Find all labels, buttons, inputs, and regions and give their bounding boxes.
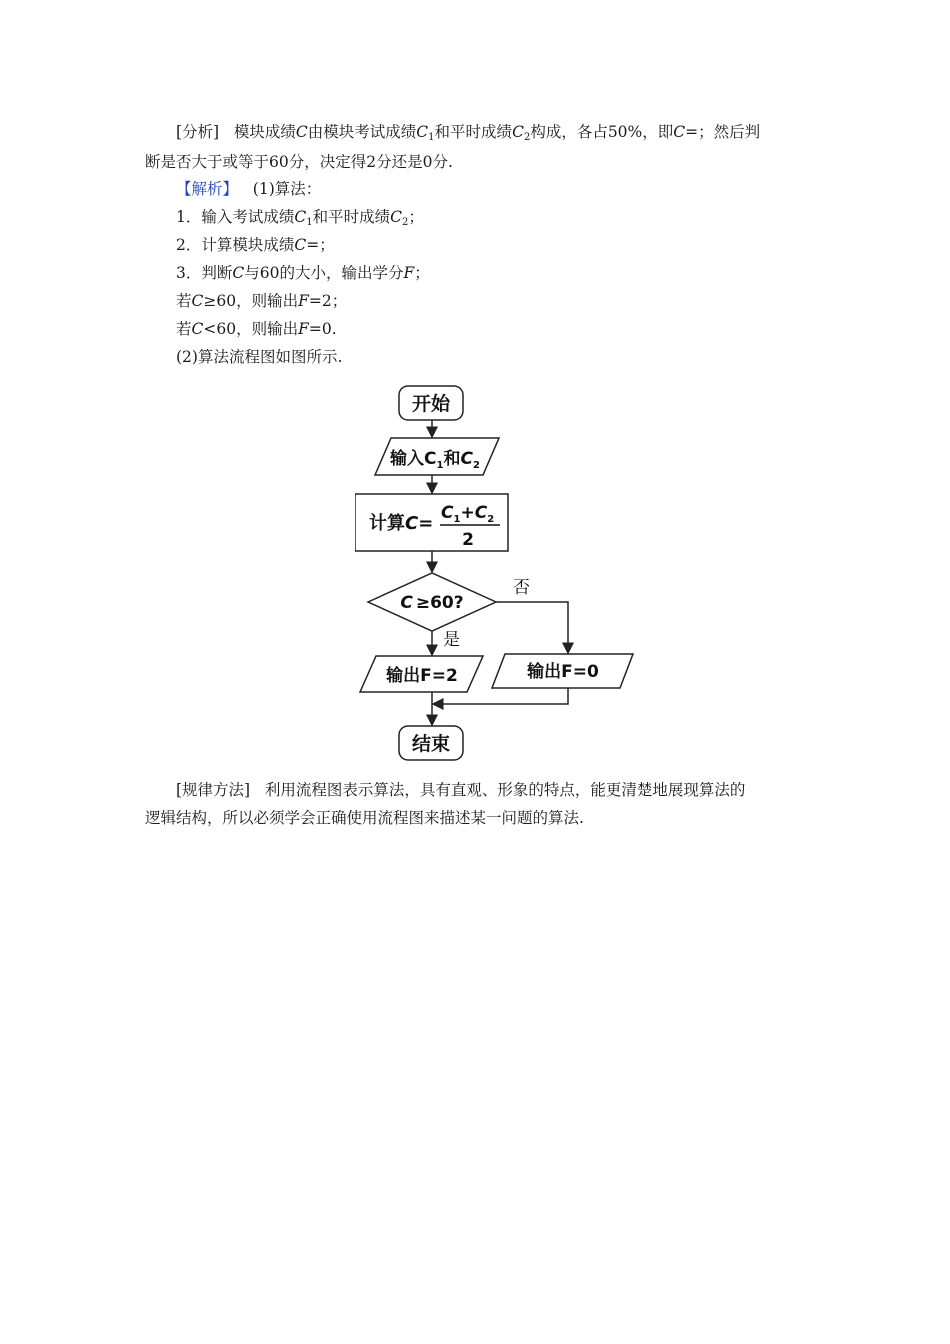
decision-label: C ≥60? [400,593,464,613]
method-line-2: 逻辑结构，所以必须学会正确使用流程图来描述某一问题的算法. [145,809,584,827]
subscript: 2 [523,132,531,143]
step-text: ； [414,264,430,282]
method-tag: [规律方法] [176,781,251,799]
step-3 [176,263,430,283]
compute-denominator: 2 [462,530,474,550]
method-line-1 [176,780,745,800]
step-text: =； [306,236,335,254]
start-label: 开始 [411,393,451,415]
var-c: C [512,123,524,141]
var-c: C [673,123,686,141]
analysis-text: 和平时成绩 [434,123,513,141]
step-1 [176,207,424,233]
compute-numerator: $C_1+C_2$ [441,503,495,525]
case-text: <60，则输出 [203,320,299,338]
part1-heading: (1)算法： [252,180,322,198]
case-text: ≥60，则输出 [203,292,299,310]
analysis-line-2: 断是否大于或等于60分，决定得2分还是0分. [145,153,453,171]
analysis-text: 模块成绩 [233,123,296,141]
solution-heading [176,179,321,199]
var-c: C [191,320,204,338]
end-label: 结束 [411,733,451,755]
var-c: C [294,208,307,226]
subscript: 2 [402,217,409,228]
output-no-label: 输出F=0 [527,662,599,682]
step-text: 1．输入考试成绩 [176,208,295,226]
var-c: C [295,123,308,141]
case-text: 若 [176,292,192,310]
case-text: =0. [308,320,337,338]
step-text: ； [408,208,424,226]
case-text: 若 [176,320,192,338]
algorithm-flowchart [355,380,645,770]
var-c: C [390,208,403,226]
no-label: 否 [513,578,530,598]
method-text: 利用流程图表示算法，具有直观、形象的特点，能更清楚地展现算法的 [264,781,746,799]
var-c: C [232,264,245,282]
step-text: 与60的大小，输出学分 [244,264,404,282]
solution-tag: 【解析】 [176,180,239,198]
analysis-text: =；然后判 [685,123,761,141]
step-2 [176,235,335,255]
case-1 [176,291,347,311]
var-c: C [294,236,307,254]
input-label: 输入$C_1$和$C_2$ [390,449,480,471]
step-text: 和平时成绩 [312,208,391,226]
analysis-text: 构成，各占50%，即 [530,123,674,141]
part2-heading: (2)算法流程图如图所示. [176,348,343,366]
analysis-tag: [分析] [176,123,220,141]
analysis-text: 由模块考试成绩 [307,123,417,141]
yes-label: 是 [443,630,460,650]
var-f: F [403,264,415,282]
arrow-no [496,602,568,653]
case-text: =2； [308,292,348,310]
subscript: 1 [306,217,313,228]
var-f: F [298,292,309,310]
analysis-line-1 [176,122,760,148]
var-c: C [416,123,429,141]
step-text: 3．判断 [176,264,233,282]
case-2 [176,319,337,339]
subscript: 1 [428,132,435,143]
arrow-no-merge [433,688,568,704]
output-yes-label: 输出F=2 [386,666,458,686]
compute-label: 计算C= [369,513,434,534]
step-text: 2．计算模块成绩 [176,236,295,254]
var-f: F [298,320,309,338]
var-c: C [191,292,204,310]
